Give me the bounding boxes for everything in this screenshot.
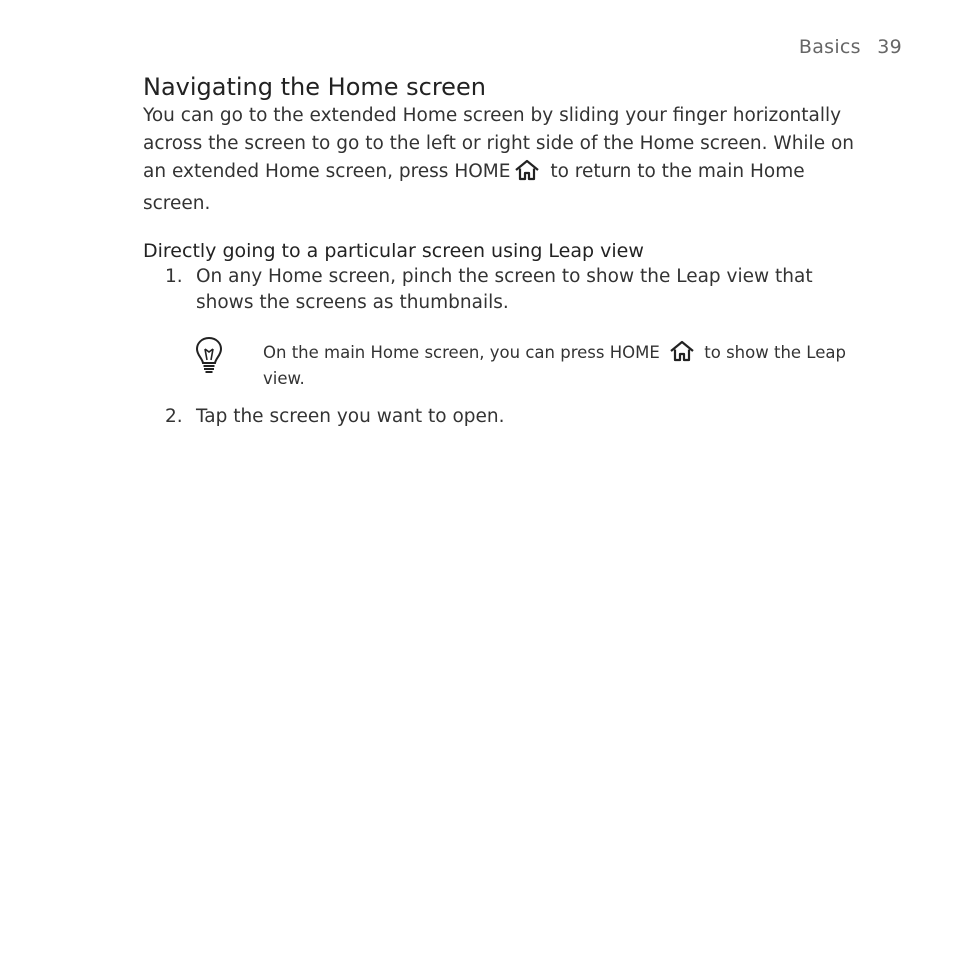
intro-paragraph <box>143 102 873 218</box>
tip-text-2: to show the Leap view. <box>263 343 846 388</box>
step-number: 2. <box>165 406 183 427</box>
page-number: 39 <box>877 36 902 58</box>
step-text: On any Home screen, pinch the screen to show the Leap view that shows the screens as thumbnails. <box>196 266 813 313</box>
subheading: Directly going to a particular screen using Leap view <box>143 240 644 262</box>
lightbulb-icon <box>195 336 223 382</box>
step-text: Tap the screen you want to open. <box>196 406 505 427</box>
step-1 <box>143 264 873 316</box>
step-2 <box>143 404 873 430</box>
home-icon <box>669 340 695 368</box>
home-icon <box>514 159 540 190</box>
section-title: Navigating the Home screen <box>143 73 486 101</box>
tip-box <box>143 340 873 390</box>
page-content <box>143 72 873 430</box>
step-number: 1. <box>165 266 183 287</box>
tip-text-1: On the main Home screen, you can press HOME <box>263 343 666 362</box>
home-label: HOME <box>454 161 511 182</box>
page-header <box>799 36 902 58</box>
steps-list-continued <box>143 404 873 430</box>
steps-list <box>143 264 873 316</box>
section-name: Basics <box>798 36 861 58</box>
intro-text-2: to return to the main Home screen. <box>143 161 805 214</box>
intro-text-1: You can go to the extended Home screen by sliding your finger horizontally across the screen to go to the left or right side of the Home screen. While on an extended Home screen, press <box>143 105 855 182</box>
